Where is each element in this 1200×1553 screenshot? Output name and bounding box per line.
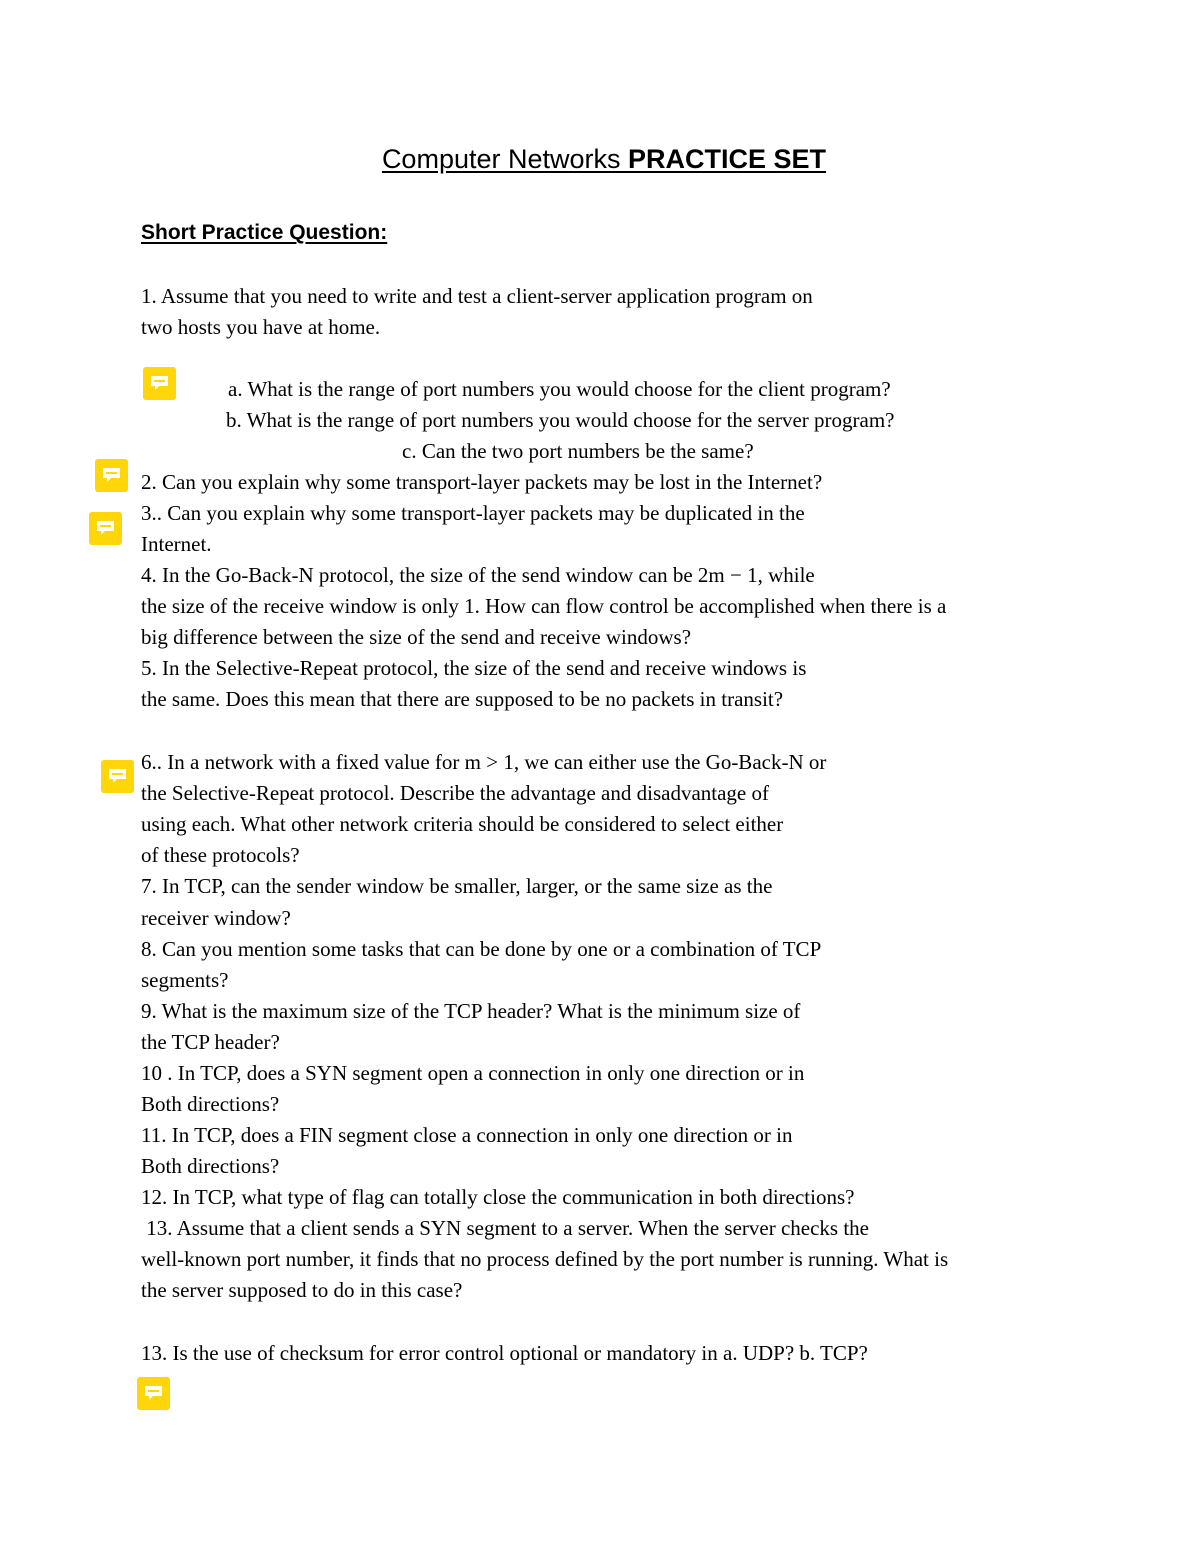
question-line: 3.. Can you explain why some transport-layer packets may be duplicated in the: [141, 501, 805, 525]
question-line: c. Can the two port numbers be the same?: [402, 439, 754, 463]
comment-icon[interactable]: [95, 459, 128, 492]
question-line: segments?: [141, 968, 229, 992]
question-line: Internet.: [141, 532, 212, 556]
question-line: a. What is the range of port numbers you would choose for the client program?: [228, 377, 891, 401]
question-line: 2. Can you explain why some transport-layer packets may be lost in the Internet?: [141, 470, 823, 494]
question-line: receiver window?: [141, 906, 291, 930]
question-line: 8. Can you mention some tasks that can be done by one or a combination of TCP: [141, 937, 822, 961]
comment-icon[interactable]: [143, 367, 176, 400]
question-line: 5. In the Selective-Repeat protocol, the size of the send and receive windows is: [141, 656, 807, 680]
question-line: the Selective-Repeat protocol. Describe the advantage and disadvantage of: [141, 781, 769, 805]
comment-icon[interactable]: [89, 512, 122, 545]
title-part-1: Computer Networks: [381, 144, 629, 174]
question-line: 13. Is the use of checksum for error control optional or mandatory in a. UDP? b. TCP?: [141, 1341, 868, 1365]
question-line: 1. Assume that you need to write and test a client-server application program on: [141, 284, 813, 308]
section-heading: Short Practice Question:: [141, 221, 388, 244]
question-line: big difference between the size of the send and receive windows?: [141, 625, 692, 649]
question-line: Both directions?: [141, 1154, 280, 1178]
question-line: 6.. In a network with a fixed value for m > 1, we can either use the Go-Back-N or: [141, 750, 827, 774]
question-line: 13. Assume that a client sends a SYN segment to a server. When the server checks the: [141, 1216, 869, 1240]
question-line: using each. What other network criteria should be considered to select either: [141, 812, 784, 836]
question-line: 10 . In TCP, does a SYN segment open a connection in only one direction or in: [141, 1061, 805, 1085]
question-line: b. What is the range of port numbers you would choose for the server program?: [226, 408, 895, 432]
question-line: the server supposed to do in this case?: [141, 1278, 463, 1302]
question-line: 4. In the Go-Back-N protocol, the size of the send window can be 2m − 1, while: [141, 563, 815, 587]
title-part-2: PRACTICE SET: [628, 144, 827, 174]
question-line: 12. In TCP, what type of flag can totally close the communication in both directions?: [141, 1185, 855, 1209]
question-line: two hosts you have at home.: [141, 315, 381, 339]
question-line: the TCP header?: [141, 1030, 280, 1054]
question-line: the size of the receive window is only 1. How can flow control be accomplished when there is a: [141, 594, 947, 618]
question-line: 9. What is the maximum size of the TCP header? What is the minimum size of: [141, 999, 801, 1023]
question-line: 7. In TCP, can the sender window be smaller, larger, or the same size as the: [141, 874, 773, 898]
question-line: the same. Does this mean that there are supposed to be no packets in transit?: [141, 687, 784, 711]
question-line: well-known port number, it finds that no process defined by the port number is running. What is: [141, 1247, 949, 1271]
question-line: 11. In TCP, does a FIN segment close a connection in only one direction or in: [141, 1123, 793, 1147]
document-title: [0, 140, 1200, 178]
comment-icon[interactable]: [137, 1377, 170, 1410]
question-line: Both directions?: [141, 1092, 280, 1116]
question-line: of these protocols?: [141, 843, 300, 867]
comment-icon[interactable]: [101, 760, 134, 793]
